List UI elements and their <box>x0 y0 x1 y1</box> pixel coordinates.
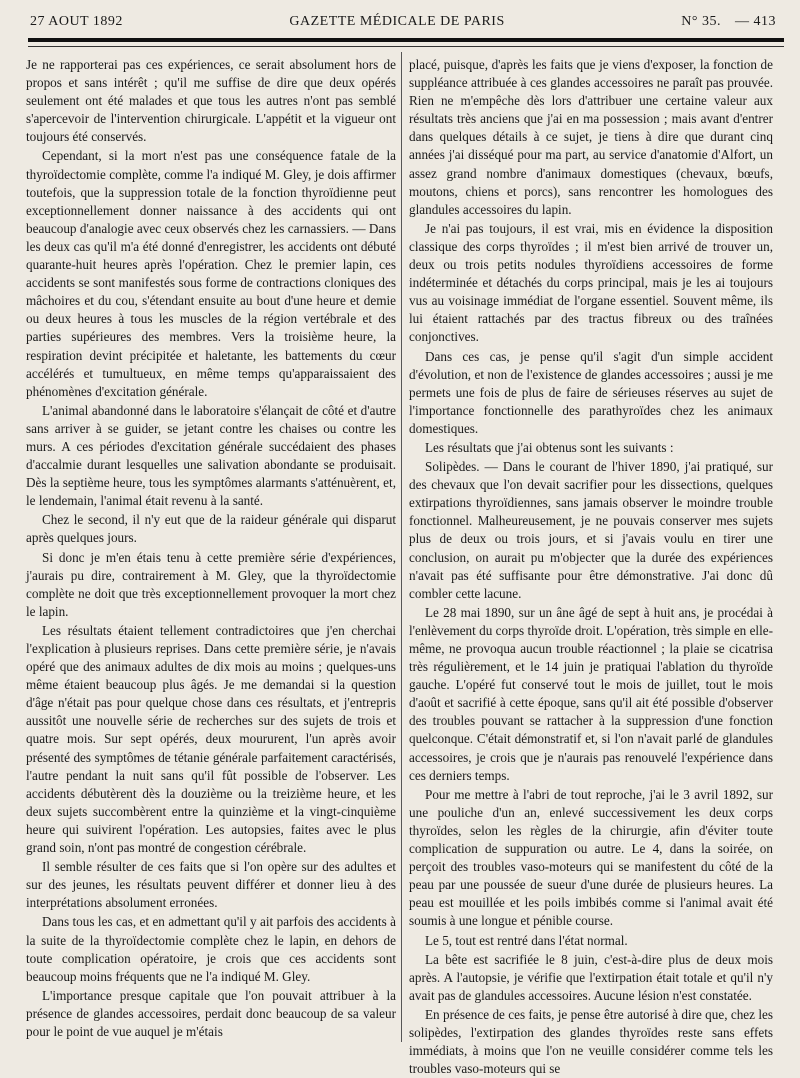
journal-title: GAZETTE MÉDICALE DE PARIS <box>289 14 505 29</box>
left-column <box>26 56 396 1046</box>
issue-info <box>671 14 776 30</box>
paragraph: L'animal abandonné dans le laboratoire s'élançait de côté et d'autre sans arriver à se guider, se jetant contre les chaises ou contre les murs. A ces périodes d'excitation générale succédaient des phases d'accalmie durant lesquelles une salivation abondante se produisait. Dès la septième heure, tous les symptômes alarmants s'atténuèrent, et, le lendemain, l'animal était revenu à la santé. <box>26 402 396 509</box>
paragraph: Le 5, tout est rentré dans l'état normal. <box>425 932 628 948</box>
paragraph: Si donc je m'en étais tenu à cette première série d'expériences, j'aurais pu dire, contrairement à M. Gley, que la thyroïdectomie complète ne doit que très exceptionnellement provoquer la mort chez le lapin. <box>26 549 396 619</box>
page-header <box>30 14 776 36</box>
paragraph: Dans tous les cas, et en admettant qu'il y ait parfois des accidents à la suite de la thyroïdectomie complète chez le lapin, en dehors de toute complication opératoire, je crois que ces accidents sont beaucoup moins fréquents que ne l'a indiqué M. Gley. <box>26 914 396 984</box>
paragraph: Je ne rapporterai pas ces expériences, ce serait absolument hors de propos et sans intérêt ; qu'il me suffise de dire que deux opérés seulement ont été malades et que tous les autres n'ont pas semblé s'apercevoir de l'intervention chirurgicale. L'appétit et la vigueur ont toujours été conservés. <box>26 57 396 145</box>
paragraph: Solipèdes. — Dans le courant de l'hiver 1890, j'ai pratiqué, sur des chevaux que l'on devait sacrifier pour les dissections, quelques extirpations thyroïdiennes, sans jamais observer le moindre trouble fonctionnel. Malheureusement, je ne pouvais conserver mes sujets plus de deux ou trois jours, et si j'avais voulu en tirer une conclusion, on aurait pu m'objecter que la durée des expériences n'avait pas été suffisante pour être démonstrative. J'ai donc dû combler cette lacune. <box>409 459 773 601</box>
page-number: — 413 <box>734 14 776 29</box>
paragraph: Pour me mettre à l'abri de tout reproche, j'ai le 3 avril 1892, sur une pouliche d'un an, enlevé successivement les deux corps thyroïdes, selon les règles de la chirurgie, afin d'éviter toute complication de suppuration ou autre. Le 4, dans la soirée, on perçoit des troubles vaso-moteurs qui se manifestent du côté de la peau par une poussée de sueur d'une durée de plusieurs heures. La peau est mouillée et les poils imbibés comme si l'animal avait été soumis à une longue et pénible course. <box>409 786 773 929</box>
paragraph: La bête est sacrifiée le 8 juin, c'est-à-dire plus de deux mois après. A l'autopsie, je vérifie que l'extirpation était totale et qu'il n'y avait pas de glandules accessoires. Aucune lésion n'est constatée. <box>409 951 773 1003</box>
paragraph: En présence de ces faits, je pense être autorisé à dire que, chez les solipèdes, l'extirpation des glandes thyroïdes reste sans effets immédiats, à moins que l'on ne veuille considérer comme tels les troubles vaso-moteurs qui se <box>409 1006 773 1077</box>
paragraph: Il semble résulter de ces faits que si l'on opère sur des adultes et sur des jeunes, les résultats peuvent différer et donner lieu à des interprétations absolument erronées. <box>26 859 396 911</box>
right-column <box>409 56 774 1077</box>
paragraph: Les résultats étaient tellement contradictoires que j'en cherchai l'explication à plusieurs reprises. Dans cette première série, je n'avais opéré que des animaux adultes de dix mois au moins ; quelques-uns même étaient beaucoup plus âgés. Je me demandai si la question d'âge n'était pas pour quelque chose dans ces résultats, et j'entrepris aussitôt une nouvelle série de recherches sur des sujets de trois et quatre mois. Sur sept opérés, deux moururent, l'un après avoir présenté des symptômes de tétanie générale parfaitement caractérisés, l'autre pendant la nuit sans qu'il fût possible de l'observer. Les accidents débutèrent dès la douzième ou la treizième heure, et les deux sujets succombèrent entre la quinzième et la vingt-cinquième heure qui suivirent l'opération. Les autopsies, faites avec le plus grand soin, n'ont pas montré de congestion cérébrale. <box>26 622 396 856</box>
paragraph: L'importance presque capitale que l'on pouvait attribuer à la présence de glandes accessoires, perdait donc beaucoup de sa valeur pour le point de vue auquel je m'étais <box>26 987 396 1039</box>
issue-date: 27 AOUT 1892 <box>30 14 123 29</box>
paragraph: Les résultats que j'ai obtenus sont les suivants : <box>425 439 674 455</box>
paragraph: placé, puisque, d'après les faits que je viens d'exposer, la fonction de suppléance attribuée à ces glandes accessoires ne paraît pas prouvée. Rien ne m'empêche dès lors d'attribuer une certaine valeur aux résultats très anciens que j'ai en ma possession ; mais avant d'entrer dans quelques détails à ce sujet, je tiens à dire que durant cinq années j'ai disséqué pour ma part, au service d'anatomie d'Alfort, un assez grand nombre d'animaux domestiques (chevaux, bœufs, moutons, chiens et porcs), sans rencontrer les homologues des glandules accessoires du lapin. <box>409 57 773 217</box>
paragraph: Je n'ai pas toujours, il est vrai, mis en évidence la disposition classique des corps thyroïdes ; il m'est bien arrivé de trouver un, deux ou trois petits nodules thyroïdiens accessoires de forme indéterminée et détachés du corps principal, mais je les ai toujours vus au voisinage immédiat de l'organe essentiel. Souvent même, ils lui étaient rattachés par des tractus fibreux ou des traînées conjonctives. <box>409 220 773 345</box>
paragraph: Dans ces cas, je pense qu'il s'agit d'un simple accident d'évolution, et non de l'existence de glandes accessoires ; aussi je me permets une fois de plus de faire de sérieuses réserves au sujet de l'importance fonctionnelle des parathyroïdes chez les animaux domestiques. <box>409 348 773 436</box>
issue-number: N° 35. <box>681 14 721 29</box>
paragraph: Cependant, si la mort n'est pas une conséquence fatale de la thyroïdectomie complète, comme l'a indiqué M. Gley, je dois affirmer toutefois, que la suppression totale de la fonction thyroïdienne peut exceptionnellement donner naissance à des accidents qui ont beaucoup d'analogie avec ceux observés chez les carnassiers. — Dans les deux cas qu'il m'a été donné d'enregistrer, les accidents ont débuté quarante-huit heures après l'opération. Chez le premier lapin, ces accidents se sont manifestés sous forme de contractions cloniques des mâchoires et du cou, s'étendant ensuite au bout d'une heure et demie ou deux heures à tous les muscles de la région vertébrale et des parties supérieures des membres. Vers la troisième heure, la respiration devint précipitée et haletante, les battements du cœur accélérés et tumultueux, en même temps qu'apparaissaient des phénomènes d'excitation générale. <box>26 148 396 399</box>
header-thin-rule <box>28 46 784 47</box>
column-divider <box>401 52 402 1042</box>
paragraph: Le 28 mai 1890, sur un âne âgé de sept à huit ans, je procédai à l'enlèvement du corps thyroïde droit. L'opération, très simple en elle-même, ne provoqua aucun trouble réactionnel ; la plaie se cicatrisa très régulièrement, et le 14 juin je pratiquai l'ablation du thyroïde gauche. L'opéré fut conservé tout le mois de juillet, tout le mois d'août et sacrifié à cette époque, sans qu'il ait été possible d'observer des troubles pouvant se rattacher à la suppression d'une fonction quelconque. C'était démonstratif et, si l'on n'avait parlé de glandules accessoires, je crois que je n'aurais pas renouvelé l'expérience dans ces derniers temps. <box>409 604 774 783</box>
paragraph: Chez le second, il n'y eut que de la raideur générale qui disparut après quelques jours. <box>26 512 396 546</box>
header-thick-rule <box>28 38 784 42</box>
